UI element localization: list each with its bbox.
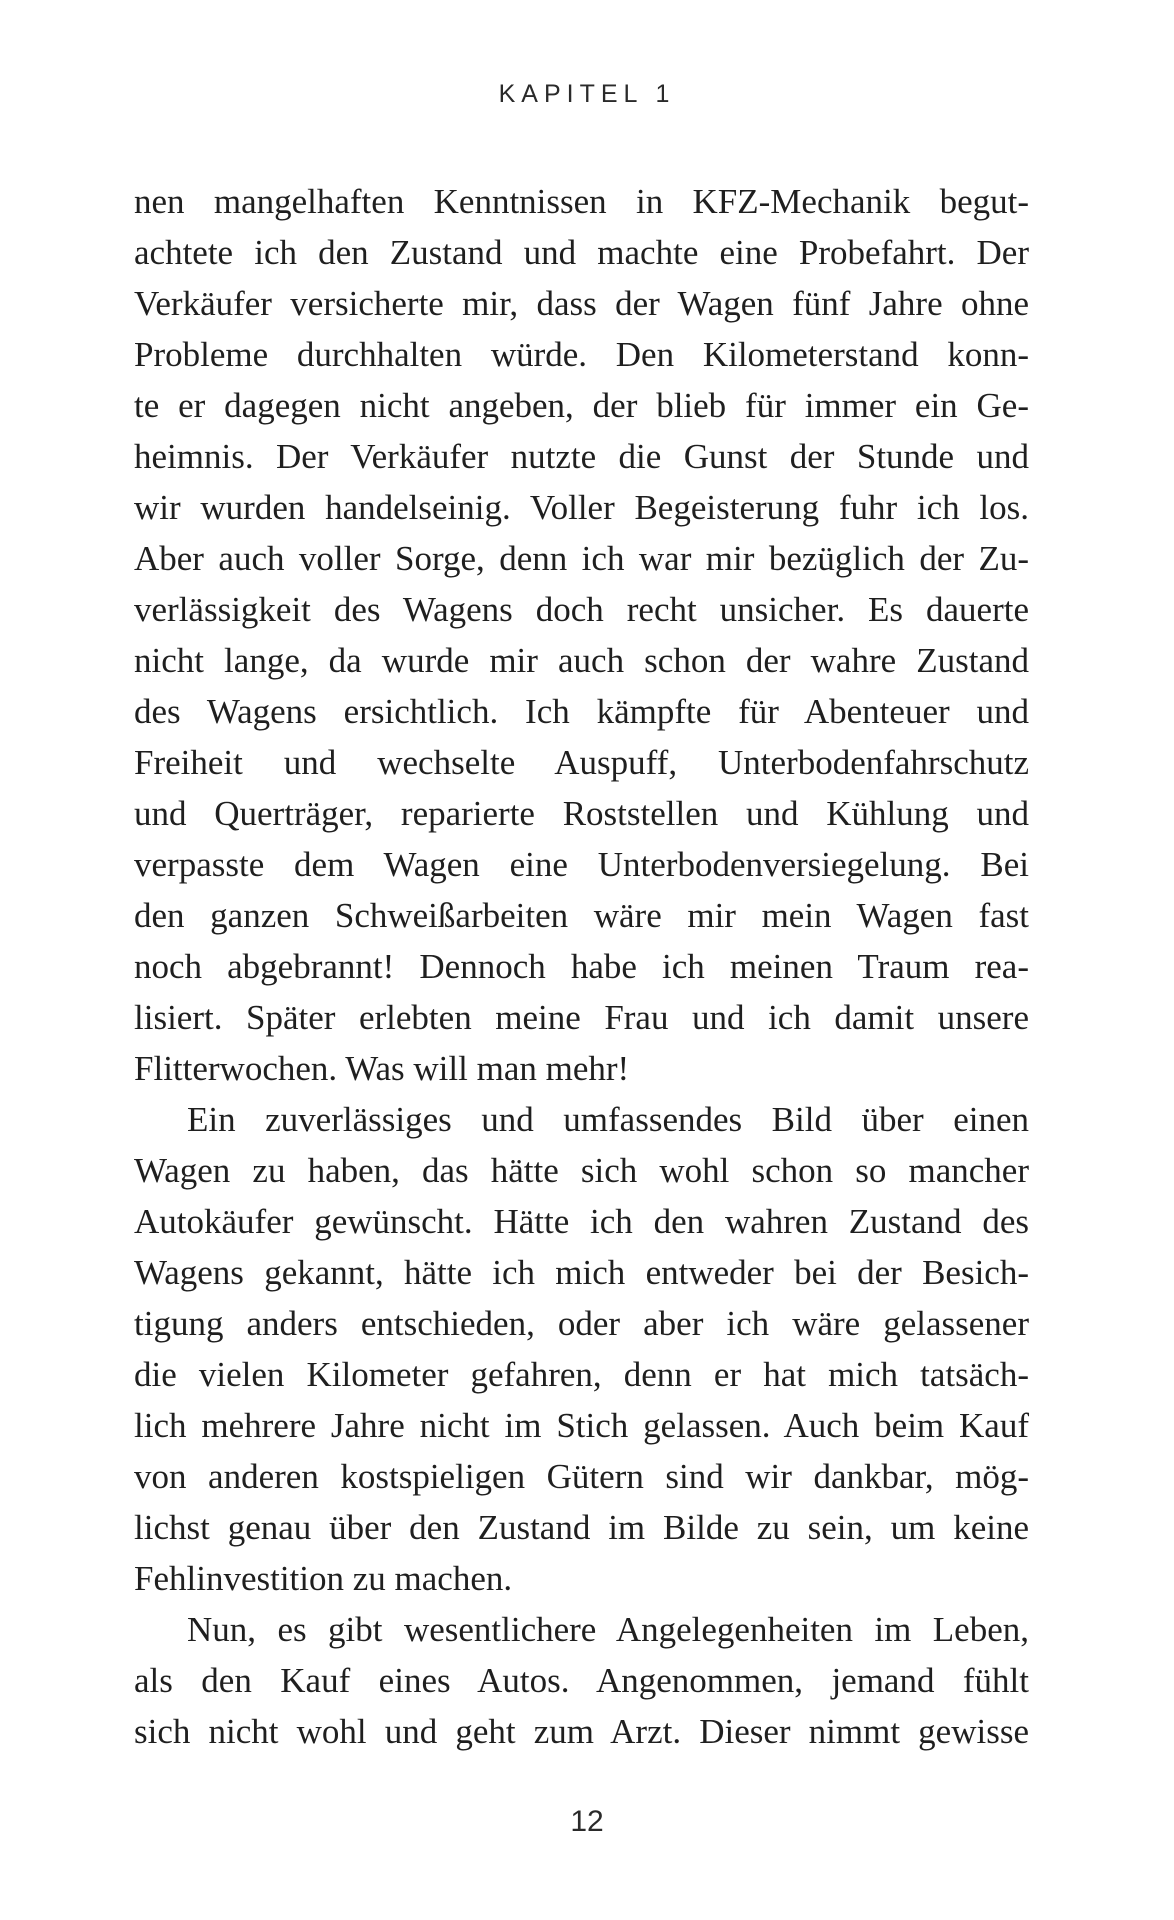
- text-line: von anderen kostspieligen Gütern sind wir dankbar, mög-: [134, 1457, 1029, 1496]
- text-line: Wagen zu haben, das hätte sich wohl schon so mancher: [134, 1151, 1029, 1190]
- text-line: verpasste dem Wagen eine Unterbodenversiegelung. Bei: [134, 845, 1029, 884]
- text-line: Verkäufer versicherte mir, dass der Wagen fünf Jahre ohne: [134, 284, 1029, 323]
- text-line: Flitterwochen. Was will man mehr!: [134, 1049, 630, 1088]
- text-line: nicht lange, da wurde mir auch schon der wahre Zustand: [134, 641, 1029, 680]
- text-line: und Querträger, reparierte Roststellen und Kühlung und: [134, 794, 1029, 833]
- text-line: die vielen Kilometer gefahren, denn er hat mich tatsäch-: [134, 1355, 1029, 1394]
- text-line: Fehlinvestition zu machen.: [134, 1559, 513, 1598]
- paragraph: [134, 1094, 1029, 1604]
- text-line: noch abgebrannt! Dennoch habe ich meinen Traum rea-: [134, 947, 1029, 986]
- text-line: lisiert. Später erlebten meine Frau und ich damit unsere: [134, 998, 1029, 1037]
- text-line: nen mangelhaften Kenntnissen in KFZ-Mechanik begut-: [134, 182, 1029, 221]
- text-line: Ein zuverlässiges und umfassendes Bild über einen: [187, 1100, 1029, 1139]
- text-line: verlässigkeit des Wagens doch recht unsicher. Es dauerte: [134, 590, 1029, 629]
- text-line: lichst genau über den Zustand im Bilde zu sein, um keine: [134, 1508, 1029, 1547]
- text-line: sich nicht wohl und geht zum Arzt. Dieser nimmt gewisse: [134, 1712, 1029, 1751]
- text-line: den ganzen Schweißarbeiten wäre mir mein Wagen fast: [134, 896, 1029, 935]
- text-line: heimnis. Der Verkäufer nutzte die Gunst der Stunde und: [134, 437, 1029, 476]
- paragraph: [134, 176, 1029, 1094]
- paragraph: [134, 1604, 1029, 1757]
- body-text: [134, 176, 1029, 1757]
- text-line: achtete ich den Zustand und machte eine Probefahrt. Der: [134, 233, 1029, 272]
- page-number: 12: [570, 1805, 604, 1838]
- running-head: KAPITEL 1: [498, 80, 676, 108]
- text-line: des Wagens ersichtlich. Ich kämpfte für Abenteuer und: [134, 692, 1029, 731]
- text-line: Freiheit und wechselte Auspuff, Unterbodenfahrschutz: [134, 743, 1029, 782]
- text-line: tigung anders entschieden, oder aber ich wäre gelassener: [134, 1304, 1029, 1343]
- text-line: Probleme durchhalten würde. Den Kilometerstand konn-: [134, 335, 1029, 374]
- text-line: Nun, es gibt wesentlichere Angelegenheiten im Leben,: [187, 1610, 1029, 1649]
- text-line: Aber auch voller Sorge, denn ich war mir bezüglich der Zu-: [134, 539, 1029, 578]
- text-line: als den Kauf eines Autos. Angenommen, jemand fühlt: [134, 1661, 1029, 1700]
- text-line: Wagens gekannt, hätte ich mich entweder bei der Besich-: [134, 1253, 1029, 1292]
- text-line: te er dagegen nicht angeben, der blieb für immer ein Ge-: [134, 386, 1029, 425]
- text-line: lich mehrere Jahre nicht im Stich gelassen. Auch beim Kauf: [134, 1406, 1029, 1445]
- text-line: Autokäufer gewünscht. Hätte ich den wahren Zustand des: [134, 1202, 1029, 1241]
- text-line: wir wurden handelseinig. Voller Begeisterung fuhr ich los.: [134, 488, 1029, 527]
